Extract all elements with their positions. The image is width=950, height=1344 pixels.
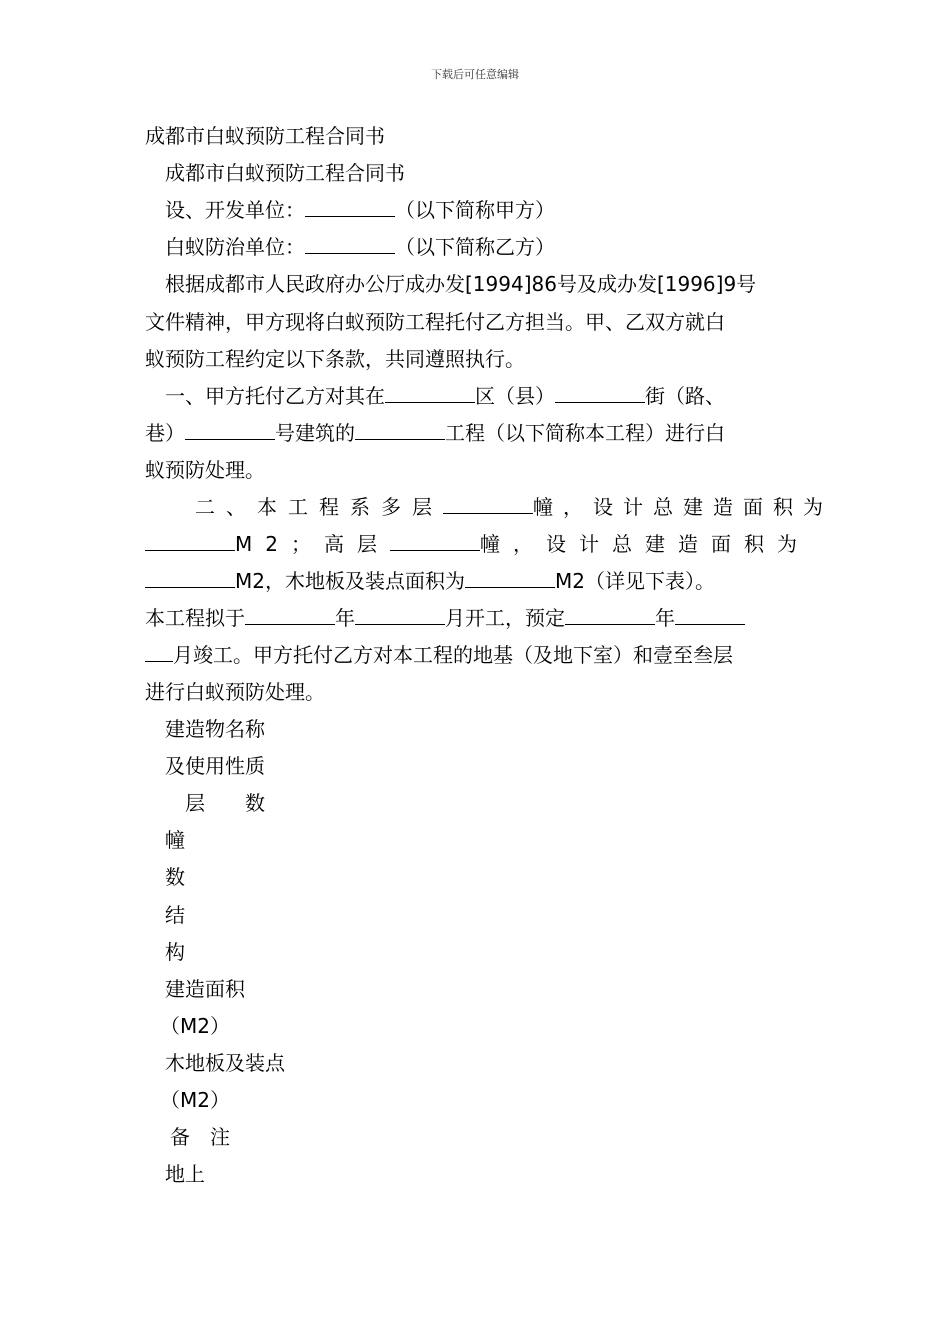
table-header: 结 <box>165 903 185 927</box>
clause-text: M2（详见下表）。 <box>554 569 715 593</box>
blank <box>555 384 645 403</box>
blank <box>145 532 235 551</box>
clause-text: 二、本工程系多层 <box>195 495 443 519</box>
clause-text: 月开工，预定 <box>445 606 565 630</box>
clause-text: 号建筑的 <box>275 421 355 445</box>
clause-text: 区（县） <box>475 384 555 408</box>
blank <box>465 569 555 588</box>
clause-text: 年 <box>655 606 675 630</box>
clause-2-line <box>195 494 833 520</box>
blank <box>565 606 655 625</box>
party-b-blank <box>305 235 395 254</box>
table-header: 幢 <box>165 828 185 852</box>
table-header: 及使用性质 <box>165 754 265 778</box>
party-b-label: 白蚁防治单位： <box>165 235 305 259</box>
party-b-line <box>165 234 555 260</box>
table-header: 数 <box>165 865 185 889</box>
party-a-blank <box>305 198 395 217</box>
table-header: （M2） <box>160 1014 230 1038</box>
table-cell: 地上 <box>165 1162 205 1186</box>
clause-text: 本工程拟于 <box>145 606 245 630</box>
party-a-note: （以下简称甲方） <box>395 198 555 222</box>
table-header: （M2） <box>160 1088 230 1112</box>
document-title: 成都市白蚁预防工程合同书 <box>145 124 385 148</box>
page-header: 下载后可任意编辑 <box>431 68 519 81</box>
table-header: 建造面积 <box>165 977 245 1001</box>
blank <box>145 643 173 662</box>
clause-text: 幢，设计总建造面积为 <box>533 495 833 519</box>
contract-title: 成都市白蚁预防工程合同书 <box>165 161 405 185</box>
clause-text: M2，木地板及装点面积为 <box>235 569 465 593</box>
clause-text: 巷） <box>145 421 185 445</box>
clause-1-line: 蚁预防处理。 <box>145 458 265 482</box>
clause-2-line <box>145 531 810 557</box>
clause-text: 街（路、 <box>645 384 725 408</box>
party-b-note: （以下简称乙方） <box>395 235 555 259</box>
clause-2-line <box>145 642 733 668</box>
blank <box>245 606 335 625</box>
clause-text: M2；高层 <box>235 532 390 556</box>
table-header: 构 <box>165 940 185 964</box>
party-a-label: 设、开发单位： <box>165 198 305 222</box>
blank <box>390 532 480 551</box>
party-a-line <box>165 197 555 223</box>
blank <box>355 606 445 625</box>
blank <box>185 421 275 440</box>
paragraph-line: 蚁预防工程约定以下条款，共同遵照执行。 <box>145 347 525 371</box>
blank <box>385 384 475 403</box>
clause-text: 幢，设计总建造面积为 <box>479 532 810 556</box>
blank <box>145 569 235 588</box>
table-header: 建造物名称 <box>165 717 265 741</box>
blank <box>355 421 445 440</box>
clause-2-line <box>145 605 745 631</box>
clause-2-line <box>145 568 715 594</box>
clause-1-line <box>145 420 725 446</box>
table-header: 层 数 <box>185 791 265 815</box>
clause-1-line <box>165 383 725 409</box>
blank <box>443 495 533 514</box>
table-header: 备 注 <box>170 1125 230 1149</box>
clause-text: 年 <box>335 606 355 630</box>
table-header: 木地板及装点 <box>165 1051 285 1075</box>
clause-2-line: 进行白蚁预防处理。 <box>145 680 325 704</box>
paragraph-line: 根据成都市人民政府办公厅成办发[1994]86号及成办发[1996]9号 <box>165 272 757 296</box>
blank <box>675 606 745 625</box>
clause-text: 月竣工。甲方托付乙方对本工程的地基（及地下室）和壹至叁层 <box>173 643 733 667</box>
clause-text: 工程（以下简称本工程）进行白 <box>445 421 725 445</box>
paragraph-line: 文件精神，甲方现将白蚁预防工程托付乙方担当。甲、乙双方就白 <box>145 310 725 334</box>
clause-text: 一、甲方托付乙方对其在 <box>165 384 385 408</box>
